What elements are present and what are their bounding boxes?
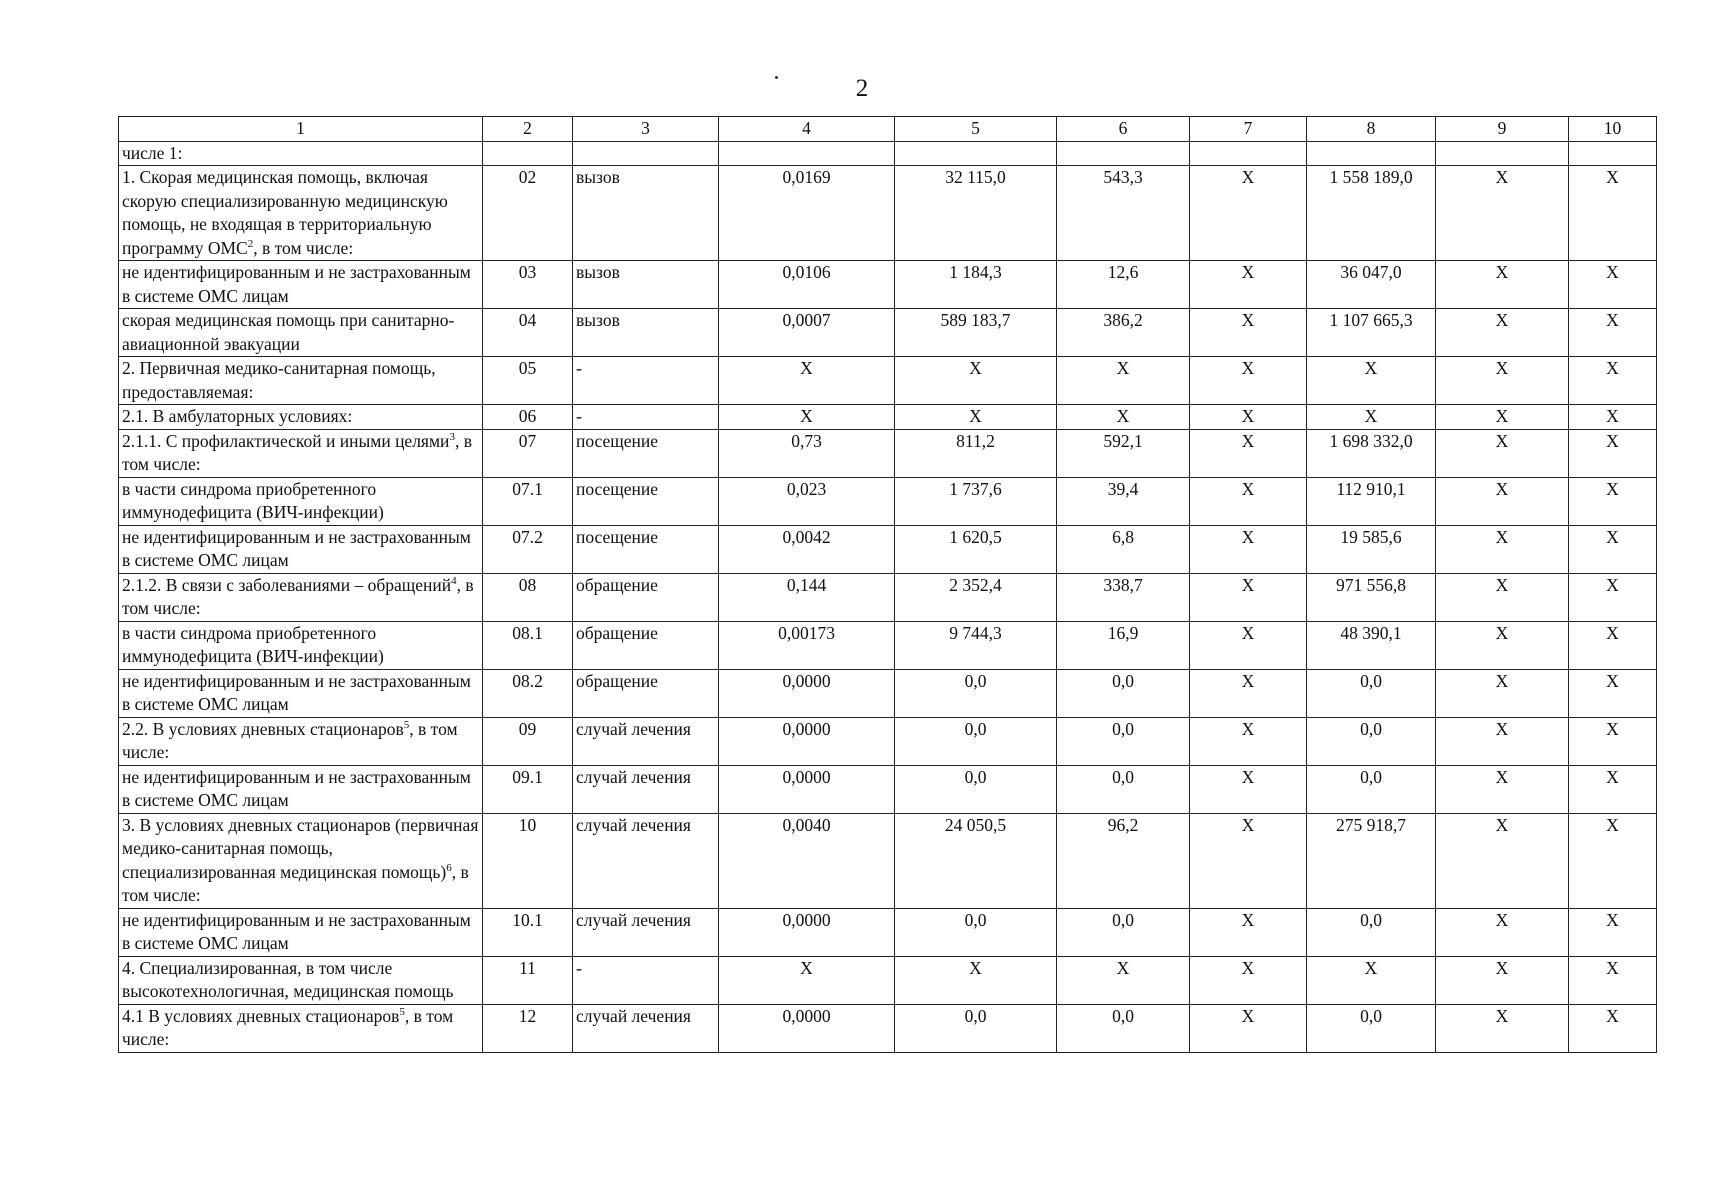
header-cell: 10 [1569,117,1657,142]
col5-cell: 0,0 [895,908,1057,956]
col8-cell: X [1307,405,1436,430]
col6-cell: 12,6 [1057,261,1190,309]
row-name-cell [119,141,483,166]
col10-cell: X [1569,573,1657,621]
col4-cell: 0,0000 [719,1004,895,1052]
row-name-tail: , в том числе: [122,861,469,905]
col5-cell: 32 115,0 [895,166,1057,261]
col7-cell: X [1190,813,1307,908]
col4-cell: 0,144 [719,573,895,621]
col8-cell: 0,0 [1307,669,1436,717]
col10-cell: X [1569,477,1657,525]
col9-cell: X [1436,717,1569,765]
row-unit-cell: посещение [573,525,719,573]
scan-speck [775,76,778,79]
row-unit-cell: вызов [573,166,719,261]
row-name-tail: , в том числе: [253,237,354,258]
header-cell: 9 [1436,117,1569,142]
row-name-tail: , в том числе: [122,574,474,618]
table-row [119,309,1657,357]
row-name-cell [119,429,483,477]
col6-cell: X [1057,956,1190,1004]
header-cell: 5 [895,117,1057,142]
col9-cell: X [1436,357,1569,405]
row-name-text: не идентифицированным и не застрахованным в системе ОМС лицам [122,766,471,810]
row-name-text: не идентифицированным и не застрахованным в системе ОМС лицам [122,670,471,714]
row-name-text: 2.1. В амбулаторных условиях: [122,406,353,426]
row-name-text: скорая медицинская помощь при санитарно-авиационной эвакуации [122,310,455,354]
header-cell: 6 [1057,117,1190,142]
col10-cell: X [1569,621,1657,669]
col8-cell: 36 047,0 [1307,261,1436,309]
col6-cell: 0,0 [1057,908,1190,956]
col7-cell: X [1190,477,1307,525]
row-name-text: 3. В условиях дневных стационаров (первичная медико-санитарная помощь, специализированная медицинская помощь) [122,814,479,882]
col10-cell: X [1569,956,1657,1004]
footnote-mark: 4 [451,574,457,587]
col8-cell: 1 107 665,3 [1307,309,1436,357]
col4-cell: 0,023 [719,477,895,525]
col6-cell: 39,4 [1057,477,1190,525]
row-code-cell: 08 [483,573,573,621]
row-unit-cell: вызов [573,261,719,309]
col6-cell: 6,8 [1057,525,1190,573]
row-code-cell: 12 [483,1004,573,1052]
col7-cell: X [1190,1004,1307,1052]
col10-cell: X [1569,261,1657,309]
col6-cell: 543,3 [1057,166,1190,261]
col9-cell: X [1436,261,1569,309]
col5-cell: X [895,405,1057,430]
row-name-cell [119,405,483,430]
row-code-cell: 09 [483,717,573,765]
row-name-cell [119,717,483,765]
col9-cell: X [1436,405,1569,430]
col7-cell: X [1190,357,1307,405]
col7-cell: X [1190,669,1307,717]
col10-cell: X [1569,908,1657,956]
col10-cell: X [1569,669,1657,717]
col8-cell: 971 556,8 [1307,573,1436,621]
row-code-cell: 09.1 [483,765,573,813]
col4-cell: 0,0040 [719,813,895,908]
col6-cell [1057,141,1190,166]
col6-cell: X [1057,405,1190,430]
col9-cell: X [1436,477,1569,525]
row-name-text: 4.1 В условиях дневных стационаров [122,1005,400,1026]
col9-cell: X [1436,908,1569,956]
col8-cell: X [1307,357,1436,405]
table-row [119,573,1657,621]
col5-cell: 0,0 [895,765,1057,813]
row-name-text: не идентифицированным и не застрахованным в системе ОМС лицам [122,909,471,953]
row-name-tail: , в том числе: [122,718,458,762]
col6-cell: 0,0 [1057,717,1190,765]
row-code-cell: 10 [483,813,573,908]
row-name-text: в части синдрома приобретенного иммунодефицита (ВИЧ-инфекции) [122,478,384,522]
row-code-cell: 03 [483,261,573,309]
col6-cell: 0,0 [1057,1004,1190,1052]
row-name-cell [119,309,483,357]
row-code-cell: 08.1 [483,621,573,669]
col9-cell: X [1436,1004,1569,1052]
col10-cell: X [1569,357,1657,405]
row-name-text: не идентифицированным и не застрахованным в системе ОМС лицам [122,262,471,306]
col5-cell: 2 352,4 [895,573,1057,621]
col4-cell: 0,0042 [719,525,895,573]
col10-cell: X [1569,405,1657,430]
col4-cell: 0,0007 [719,309,895,357]
col8-cell: 0,0 [1307,1004,1436,1052]
col6-cell: 0,0 [1057,765,1190,813]
col9-cell: X [1436,669,1569,717]
col8-cell: 48 390,1 [1307,621,1436,669]
col9-cell: X [1436,573,1569,621]
page-number: 2 [855,75,869,102]
row-code-cell: 11 [483,956,573,1004]
row-name-tail: , в том числе: [122,1005,454,1049]
row-name-text: в части синдрома приобретенного иммунодефицита (ВИЧ-инфекции) [122,622,384,666]
col7-cell: X [1190,908,1307,956]
row-name-cell [119,166,483,261]
col9-cell: X [1436,621,1569,669]
col8-cell: 1 558 189,0 [1307,166,1436,261]
col9-cell: X [1436,765,1569,813]
row-code-cell: 07.1 [483,477,573,525]
row-code-cell [483,141,573,166]
table-row [119,908,1657,956]
row-name-tail: , в том числе: [122,430,472,474]
row-code-cell: 06 [483,405,573,430]
row-name-cell [119,669,483,717]
table-row [119,525,1657,573]
row-unit-cell: случай лечения [573,813,719,908]
row-unit-cell: - [573,405,719,430]
col4-cell: 0,73 [719,429,895,477]
header-cell: 4 [719,117,895,142]
row-unit-cell: обращение [573,573,719,621]
col7-cell [1190,141,1307,166]
table-row [119,1004,1657,1052]
row-name-cell [119,956,483,1004]
col4-cell: 0,0000 [719,669,895,717]
col7-cell: X [1190,405,1307,430]
col4-cell: X [719,956,895,1004]
row-name-text: 1. Скорая медицинская помощь, включая скорую специализированную медицинскую помощь, не входящая в территориальную программу ОМС [122,167,448,258]
table-row [119,141,1657,166]
row-unit-cell: посещение [573,429,719,477]
col9-cell: X [1436,309,1569,357]
row-name-cell [119,1004,483,1052]
col7-cell: X [1190,429,1307,477]
col7-cell: X [1190,525,1307,573]
col5-cell: 1 737,6 [895,477,1057,525]
col6-cell: 592,1 [1057,429,1190,477]
col5-cell: 1 184,3 [895,261,1057,309]
header-cell: 2 [483,117,573,142]
footnote-mark: 6 [446,861,452,874]
col10-cell: X [1569,166,1657,261]
row-code-cell: 02 [483,166,573,261]
col8-cell [1307,141,1436,166]
col4-cell: 0,0000 [719,908,895,956]
table-row [119,813,1657,908]
col10-cell: X [1569,813,1657,908]
col8-cell: 0,0 [1307,717,1436,765]
row-unit-cell: случай лечения [573,1004,719,1052]
col10-cell: X [1569,309,1657,357]
col8-cell: 275 918,7 [1307,813,1436,908]
col5-cell: 0,0 [895,1004,1057,1052]
col4-cell: 0,00173 [719,621,895,669]
table-row [119,429,1657,477]
col5-cell: 589 183,7 [895,309,1057,357]
col10-cell: X [1569,525,1657,573]
col10-cell [1569,141,1657,166]
row-unit-cell: посещение [573,477,719,525]
col7-cell: X [1190,717,1307,765]
col4-cell: 0,0106 [719,261,895,309]
col9-cell: X [1436,166,1569,261]
table-row [119,621,1657,669]
row-name-text: числе 1: [122,142,183,163]
col7-cell: X [1190,261,1307,309]
col8-cell: 0,0 [1307,765,1436,813]
col6-cell: 386,2 [1057,309,1190,357]
row-unit-cell: обращение [573,669,719,717]
col4-cell: 0,0000 [719,717,895,765]
table-row [119,166,1657,261]
row-name-cell [119,477,483,525]
col9-cell: X [1436,429,1569,477]
table-row [119,477,1657,525]
col5-cell: X [895,357,1057,405]
row-name-cell [119,621,483,669]
row-code-cell: 05 [483,357,573,405]
col9-cell: X [1436,956,1569,1004]
row-code-cell: 04 [483,309,573,357]
footnote-mark: 2 [247,237,254,250]
row-unit-cell: вызов [573,309,719,357]
row-unit-cell [573,141,719,166]
col9-cell: X [1436,525,1569,573]
row-code-cell: 07 [483,429,573,477]
col6-cell: 96,2 [1057,813,1190,908]
row-name-cell [119,525,483,573]
table-row [119,669,1657,717]
col5-cell: 0,0 [895,669,1057,717]
row-name-text: не идентифицированным и не застрахованным в системе ОМС лицам [122,526,471,570]
col5-cell: 0,0 [895,717,1057,765]
col4-cell: 0,0169 [719,166,895,261]
row-name-cell [119,573,483,621]
header-cell: 1 [119,117,483,142]
col7-cell: X [1190,621,1307,669]
col4-cell: 0,0000 [719,765,895,813]
col10-cell: X [1569,765,1657,813]
row-name-text: 2.2. В условиях дневных стационаров [122,718,404,739]
col8-cell: 0,0 [1307,908,1436,956]
table-row [119,717,1657,765]
row-unit-cell: - [573,357,719,405]
col6-cell: 338,7 [1057,573,1190,621]
col10-cell: X [1569,429,1657,477]
footnote-mark: 3 [449,430,455,443]
row-name-text: 4. Специализированная, в том числе высокотехнологичная, медицинская помощь [122,957,454,1001]
row-unit-cell: обращение [573,621,719,669]
col9-cell: X [1436,813,1569,908]
footnote-mark: 5 [403,718,410,731]
col8-cell: X [1307,956,1436,1004]
row-name-text: 2. Первичная медико-санитарная помощь, предоставляемая: [122,358,436,402]
row-code-cell: 08.2 [483,669,573,717]
col10-cell: X [1569,717,1657,765]
col7-cell: X [1190,573,1307,621]
col4-cell: X [719,357,895,405]
col7-cell: X [1190,309,1307,357]
row-code-cell: 07.2 [483,525,573,573]
row-unit-cell: случай лечения [573,908,719,956]
col5-cell: 24 050,5 [895,813,1057,908]
row-name-cell [119,765,483,813]
row-name-cell [119,813,483,908]
row-name-text: 2.1.1. С профилактической и иными целями [122,430,450,451]
data-table [118,116,1657,1053]
col4-cell: X [719,405,895,430]
col5-cell: 1 620,5 [895,525,1057,573]
col8-cell: 19 585,6 [1307,525,1436,573]
row-code-cell: 10.1 [483,908,573,956]
header-cell: 7 [1190,117,1307,142]
row-name-text: 2.1.2. В связи с заболеваниями – обращений [122,574,452,595]
header-row [119,117,1657,142]
table-row [119,956,1657,1004]
row-name-cell [119,357,483,405]
table-row [119,405,1657,430]
col7-cell: X [1190,956,1307,1004]
header-cell: 8 [1307,117,1436,142]
col7-cell: X [1190,765,1307,813]
col8-cell: 112 910,1 [1307,477,1436,525]
col4-cell [719,141,895,166]
col5-cell [895,141,1057,166]
col9-cell [1436,141,1569,166]
header-cell: 3 [573,117,719,142]
table-row [119,357,1657,405]
row-name-cell [119,908,483,956]
col10-cell: X [1569,1004,1657,1052]
col6-cell: 16,9 [1057,621,1190,669]
col6-cell: X [1057,357,1190,405]
footnote-mark: 5 [399,1005,405,1018]
col5-cell: 811,2 [895,429,1057,477]
row-unit-cell: случай лечения [573,717,719,765]
row-unit-cell: - [573,956,719,1004]
row-unit-cell: случай лечения [573,765,719,813]
col5-cell: X [895,956,1057,1004]
table-row [119,765,1657,813]
col8-cell: 1 698 332,0 [1307,429,1436,477]
col6-cell: 0,0 [1057,669,1190,717]
col7-cell: X [1190,166,1307,261]
col5-cell: 9 744,3 [895,621,1057,669]
table-row [119,261,1657,309]
row-name-cell [119,261,483,309]
